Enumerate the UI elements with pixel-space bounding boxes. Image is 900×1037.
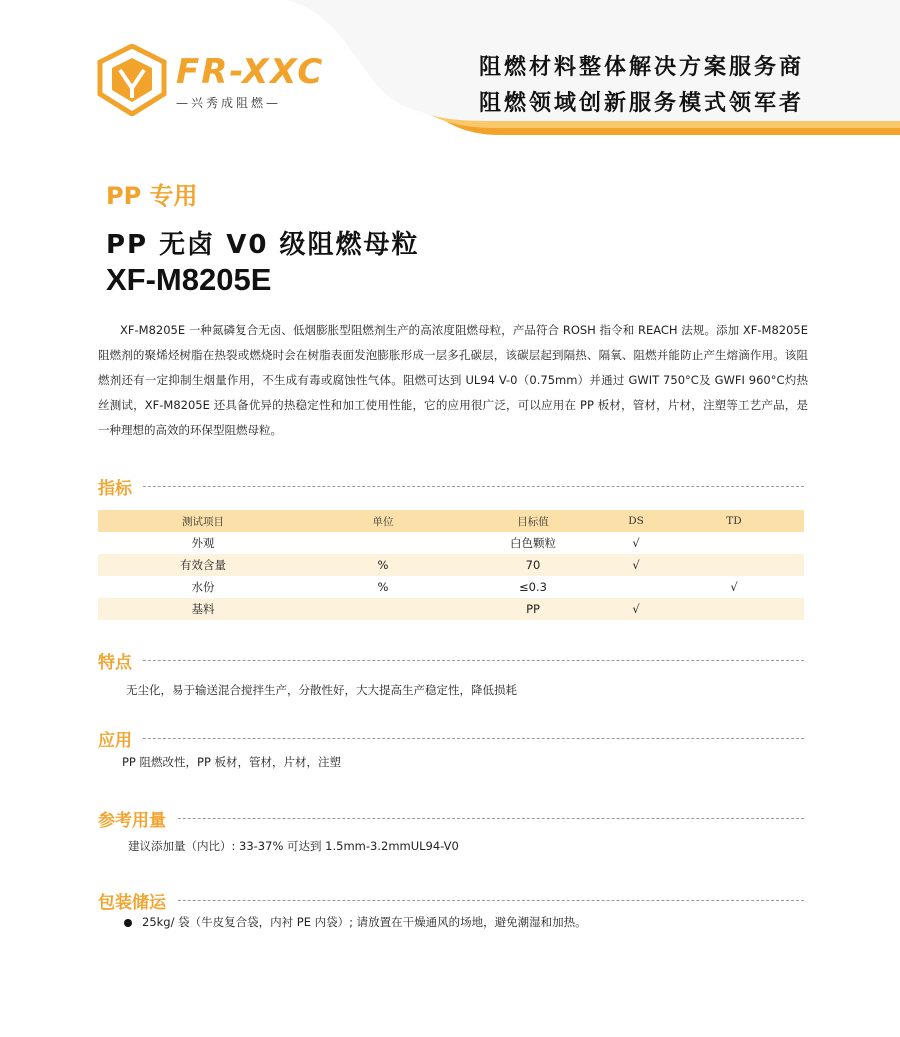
column-header: TD — [664, 510, 804, 532]
table-cell — [664, 532, 804, 554]
column-header: DS — [608, 510, 664, 532]
table-cell: √ — [730, 580, 738, 594]
section-applications — [98, 726, 804, 750]
table-cell: √ — [632, 536, 640, 550]
table-cell: 白色颗粒 — [510, 536, 556, 550]
table-cell: 70 — [458, 554, 608, 576]
section-title: 特点 — [98, 648, 142, 673]
table-cell — [664, 598, 804, 620]
packaging-item — [124, 914, 587, 930]
section-specs — [98, 474, 804, 498]
brand-name: FR-XXC — [176, 52, 325, 92]
table-cell — [308, 532, 458, 554]
section-divider — [98, 486, 804, 487]
section-packaging — [98, 888, 804, 912]
product-description: XF-M8205E 一种氮磷复合无卤、低烟膨胀型阻燃剂生产的高浓度阻燃母粒，产品符合 ROSH 指令和 REACH 法规。添加 XF-M8205E 阻燃剂的聚烯烃树脂在热裂或燃烧时会在树脂表面发泡膨胀形成一层多孔碳层，该碳层起到隔热、隔氧、阻燃并能防止产生熔滴作用。该阻燃剂还有一定抑制生烟量作用，不生成有毒或腐蚀性气体。阻燃可达到 UL94 V-0（0.75mm）并通过 GWIT 750°C及 GWFI 960°C灼热丝测试，XF-M8205E 还具备优异的热稳定性和加工使用性能，它的应用很广泛，可以应用在 PP 板材，管材，片材，注塑等工艺产品，是一种理想的高效的环保型阻燃母粒。 — [98, 323, 808, 437]
slogan-line-1: 阻燃材料整体解决方案服务商 — [478, 55, 804, 80]
section-title: 应用 — [98, 726, 142, 751]
section-divider — [98, 660, 804, 661]
table-header-row — [98, 510, 804, 532]
dosage-text: 建议添加量（内比）: 33-37% 可达到 1.5mm-3.2mmUL94-V0 — [128, 839, 459, 853]
product-category: PP 专用 — [106, 182, 198, 210]
section-dosage — [98, 806, 804, 830]
bullet-icon — [124, 919, 132, 927]
table-cell — [664, 554, 804, 576]
column-header: 目标值 — [458, 510, 608, 532]
packaging-text: 25kg/ 袋（牛皮复合袋，内衬 PE 内袋）; 请放置在干燥通风的场地，避免潮湿和加热。 — [142, 915, 587, 929]
applications-text: PP 阻燃改性，PP 板材，管材，片材，注塑 — [122, 755, 342, 769]
table-row — [98, 576, 804, 598]
brand-tagline: —兴秀成阻燃— — [176, 96, 282, 110]
table-cell: 水份 — [191, 580, 215, 594]
column-header: 单位 — [308, 510, 458, 532]
table-cell: √ — [608, 554, 664, 576]
page-header — [0, 0, 900, 150]
section-divider — [98, 818, 804, 819]
table-cell: % — [377, 580, 389, 594]
slogan-line-2: 阻燃领域创新服务模式领军者 — [478, 91, 804, 116]
table-cell: ≤0.3 — [519, 580, 547, 594]
table-row — [98, 532, 804, 554]
product-model: XF-M8205E — [106, 262, 272, 297]
brand-logo-icon — [96, 44, 168, 116]
table-cell: 有效含量 — [98, 554, 308, 576]
section-divider — [98, 738, 804, 739]
section-title: 包装储运 — [98, 888, 176, 913]
product-title: PP 无卤 V0 级阻燃母粒 — [106, 230, 420, 260]
features-text: 无尘化，易于输送混合搅拌生产，分散性好，大大提高生产稳定性，降低损耗 — [126, 683, 517, 697]
section-title: 指标 — [98, 474, 142, 499]
section-title: 参考用量 — [98, 806, 176, 831]
table-cell: % — [308, 554, 458, 576]
table-cell: 外观 — [191, 536, 215, 550]
table-cell: PP — [458, 598, 608, 620]
column-header: 测试项目 — [98, 510, 308, 532]
table-cell: 基料 — [98, 598, 308, 620]
table-row — [98, 554, 804, 576]
section-divider — [98, 900, 804, 901]
table-cell — [608, 576, 664, 598]
spec-table — [98, 510, 804, 620]
section-features — [98, 648, 804, 672]
table-cell — [308, 598, 458, 620]
table-cell: √ — [608, 598, 664, 620]
table-row — [98, 598, 804, 620]
